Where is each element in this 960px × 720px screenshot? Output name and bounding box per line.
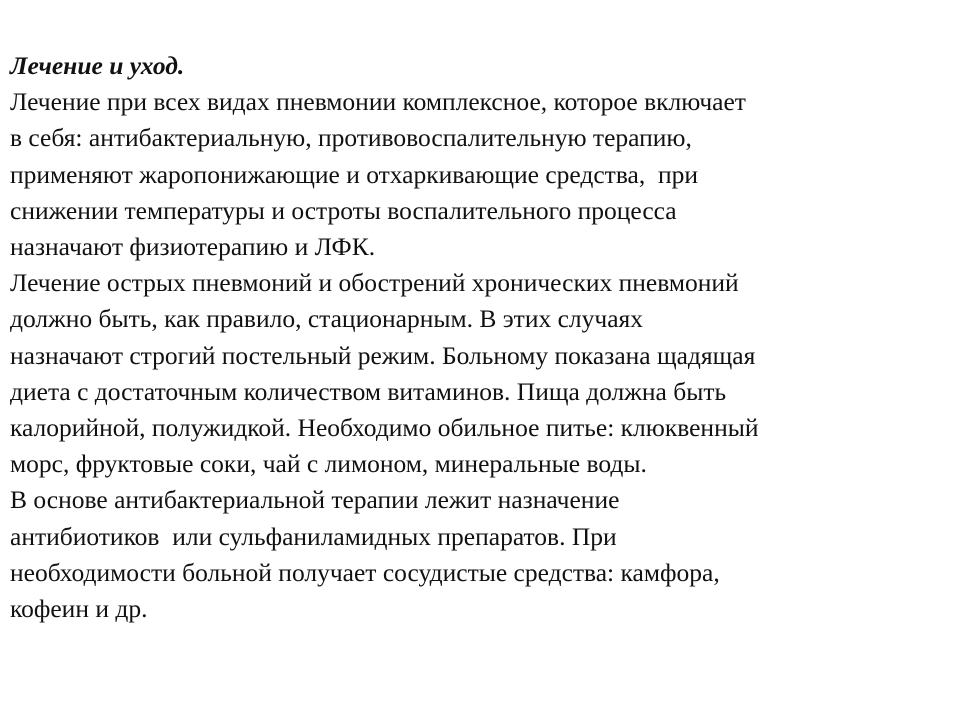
text-line: кофеин и др.	[10, 594, 148, 624]
text-line: назначают физиотерапию и ЛФК.	[10, 232, 376, 262]
text-line: Лечение острых пневмоний и обострений хронических пневмоний	[10, 268, 739, 298]
text-line: применяют жаропонижающие и отхаркивающие средства, при	[10, 159, 699, 189]
text-line: Лечение при всех видах пневмонии комплексное, которое включает	[10, 87, 746, 117]
text-line: калорийной, полужидкой. Необходимо обильное питье: клюквенный	[10, 413, 759, 443]
text-line: В основе антибактериальной терапии лежит назначение	[10, 485, 620, 515]
text-line: должно быть, как правило, стационарным. В этих случаях	[10, 304, 644, 334]
text-line: снижении температуры и остроты воспалительного процесса	[10, 195, 677, 225]
text-line: необходимости больной получает сосудистые средства: камфора,	[10, 557, 720, 587]
text-line: антибиотиков или сульфаниламидных препаратов. При	[10, 521, 617, 551]
text-line: назначают строгий постельный режим. Больному показана щадящая	[10, 340, 756, 370]
text-line: в себя: антибактериальную, противовоспалительную терапию,	[10, 123, 692, 153]
slide-text-block	[10, 48, 955, 627]
slide-heading: Лечение и уход.	[10, 51, 185, 80]
text-line: морс, фруктовые соки, чай с лимоном, минеральные воды.	[10, 449, 647, 479]
text-line: диета с достаточным количеством витаминов. Пища должна быть	[10, 376, 727, 406]
